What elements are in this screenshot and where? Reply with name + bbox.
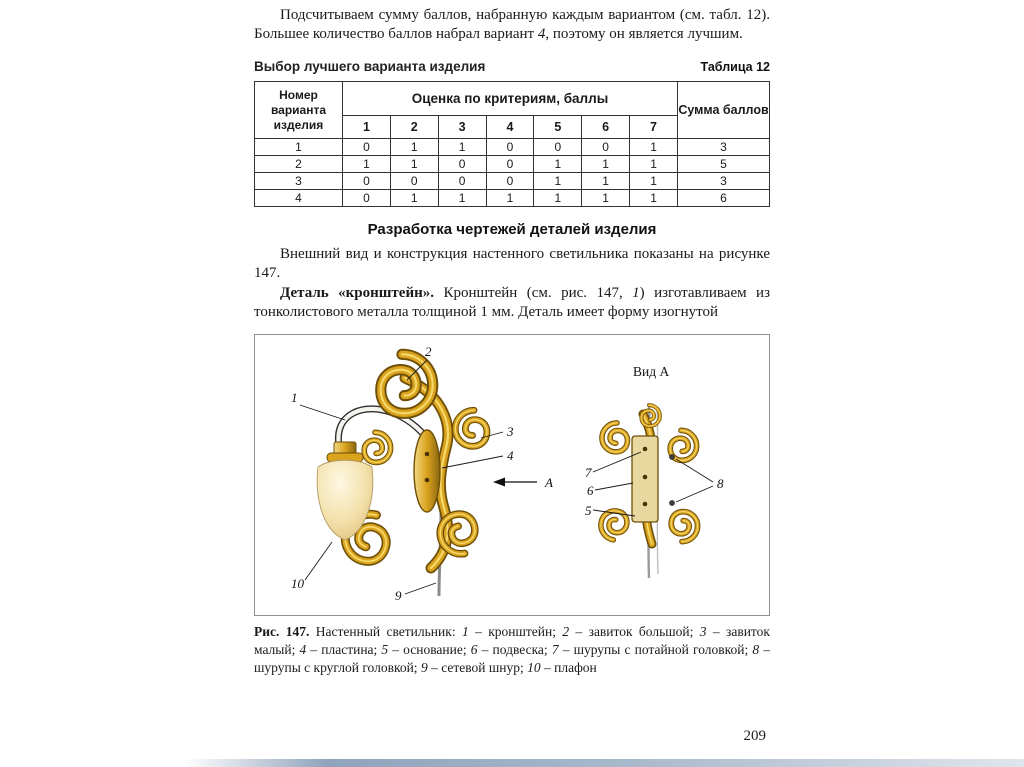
variant-cell: 4 [255,190,343,207]
score-cell: 0 [343,139,391,156]
scroll-curl-small-right [455,411,487,447]
side-curl-top-left [602,423,628,452]
callout-8-line-b [676,486,713,502]
variant-cell: 3 [255,173,343,190]
callout-10: 10 [291,576,304,592]
score-cell: 1 [582,190,630,207]
countersunk-screw [643,502,648,507]
score-cell: 1 [630,190,678,207]
section-heading: Разработка чертежей деталей изделия [367,221,657,239]
scroll-curl-small-left [364,433,390,463]
callout-8: 8 [717,476,724,492]
score-cell: 0 [486,173,534,190]
criterion-header-2: 2 [390,116,438,139]
sum-cell: 6 [678,190,770,207]
body-paragraph-2: Деталь «кронштейн». Кронштейн (см. рис. 147, 1) изготавливаем из тонколистового металла толщиной 1 мм. Деталь имеет форму изогнутой [254,285,771,321]
score-cell: 0 [438,173,486,190]
view-arrow-label: А [545,475,553,491]
score-cell: 0 [438,156,486,173]
criterion-header-7: 7 [630,116,678,139]
score-cell: 1 [534,173,582,190]
callout-6-line [595,483,633,490]
figure-caption: Рис. 147. Настенный светильник: 1 – кронштейн; 2 – завиток большой; 3 – завиток малый; 4 – пластина; 5 – основание; 6 – подвеска; 7 – шурупы с потайной головкой; 8 – шурупы с круглой головкой; 9 – сетевой шнур; 10 – плафон [254,624,771,676]
callout-4-line [442,456,503,468]
plate-screw [425,452,430,457]
criterion-header-5: 5 [534,116,582,139]
table-header-row-1 [255,82,770,116]
table-body [255,139,770,207]
figure-147-box [254,334,770,616]
criterion-header-1: 1 [343,116,391,139]
criteria-column-header: Оценка по критериям, баллы [343,82,678,116]
table-number-label: Таблица 12 [700,60,770,75]
book-page [236,0,788,767]
body-paragraph-1: Внешний вид и конструкция настенного светильника показаны на рисунке 147. [254,246,770,282]
score-cell: 1 [390,190,438,207]
scroll-curl-bottom-right [437,512,479,558]
score-cell: 1 [390,156,438,173]
callout-4: 4 [507,448,514,464]
table-title: Выбор лучшего варианта изделия [254,59,486,75]
callout-6: 6 [587,483,594,499]
round-head-screw [669,455,674,460]
callout-1: 1 [291,390,298,406]
score-cell: 0 [390,173,438,190]
callout-3: 3 [507,424,514,440]
table-title-row [254,59,770,74]
callout-2: 2 [425,344,432,360]
score-cell: 1 [390,139,438,156]
variant-cell: 1 [255,139,343,156]
sum-cell: 3 [678,173,770,190]
callout-1-line [300,405,345,420]
table-header [255,82,770,139]
side-curl-bottom-left [599,509,629,542]
page-content [236,0,788,678]
score-cell: 1 [630,139,678,156]
score-cell: 0 [343,190,391,207]
callout-10-line [305,542,332,580]
score-cell: 1 [486,190,534,207]
score-cell: 1 [343,156,391,173]
score-cell: 1 [582,156,630,173]
bracket-plate [414,430,440,512]
sum-cell: 5 [678,156,770,173]
score-cell: 1 [534,156,582,173]
score-cell: 0 [582,139,630,156]
table-row [255,190,770,207]
plate-screw [425,478,430,483]
countersunk-screw [643,475,648,480]
criterion-header-4: 4 [486,116,534,139]
callout-9-line [405,583,436,594]
score-cell: 0 [486,156,534,173]
callout-7: 7 [585,465,592,481]
score-cell: 0 [486,139,534,156]
view-a-label: Вид А [633,364,670,380]
variant-cell: 2 [255,156,343,173]
page-number: 209 [743,728,766,744]
side-curl-bottom-right [671,512,697,542]
intro-paragraph: Подсчитываем сумму баллов, набранную каждым вариантом (см. табл. 12). Большее количество баллов набрал вариант 4, поэтому он является лучшим. [254,7,770,43]
score-cell: 1 [438,190,486,207]
score-cell: 1 [534,190,582,207]
round-head-screw [669,501,674,506]
table-row [255,139,770,156]
variant-score-table [254,81,770,207]
slide-footer-bar [0,759,1024,767]
score-cell: 1 [630,173,678,190]
score-cell: 1 [582,173,630,190]
score-cell: 1 [630,156,678,173]
sum-cell: 3 [678,139,770,156]
table-row [255,173,770,190]
criterion-header-3: 3 [438,116,486,139]
countersunk-screw [643,447,648,452]
view-direction-arrow [493,475,553,490]
wall-lamp-figure [255,335,769,615]
sconce-side-view [585,364,724,578]
variant-column-header: Номер варианта изделия [255,82,343,139]
callout-8-line-a [676,459,713,482]
sum-column-header: Сумма баллов [678,82,770,139]
sconce-main-view [291,344,553,603]
criterion-header-6: 6 [582,116,630,139]
table-row [255,156,770,173]
score-cell: 0 [343,173,391,190]
score-cell: 1 [438,139,486,156]
callout-5: 5 [585,503,592,519]
callout-9: 9 [395,588,402,604]
score-cell: 0 [534,139,582,156]
